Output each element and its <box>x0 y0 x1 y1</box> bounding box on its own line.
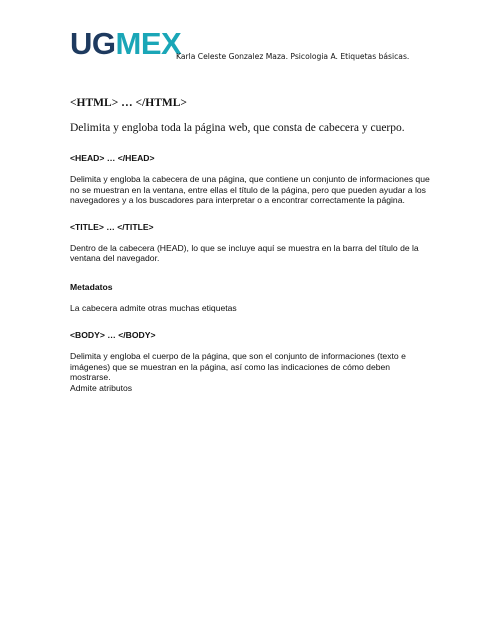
document-body <box>70 96 430 393</box>
ugmex-logo <box>70 28 181 60</box>
title-tag-description: Dentro de la cabecera (HEAD), lo que se incluye aquí se muestra en la barra del título de la ventana del navegador. <box>70 242 419 263</box>
html-tag-description: Delimita y engloba toda la página web, que consta de cabecera y cuerpo. <box>70 122 405 134</box>
head-tag-description: Delimita y engloba la cabecera de una página, que contiene un conjunto de informaciones que no se muestran en la ventana, entre ellas el título de la página, pero que pueden ayudar a los navegadores y a los buscadores para interpretar o a encontrar correctamente la página. <box>70 174 430 205</box>
metadatos-heading: Metadatos <box>70 281 113 292</box>
logo-text-mex: MEX <box>115 26 182 61</box>
title-tag-heading: <TITLE> … </TITLE> <box>70 221 154 232</box>
body-tag-extra: Admite atributos <box>70 382 133 393</box>
logo-text-ug: UG <box>70 26 116 61</box>
html-tag-heading: <HTML> … </HTML> <box>70 97 187 109</box>
metadatos-description: La cabecera admite otras muchas etiquetas <box>70 302 237 313</box>
page-header <box>70 28 470 62</box>
body-tag-description: Delimita y engloba el cuerpo de la página, que son el conjunto de informaciones (texto e imágenes) que se muestran en la página, así como las indicaciones de cómo deben mostrarse. <box>70 351 406 382</box>
author-line: Karla Celeste Gonzalez Maza. Psicologia A. Etiquetas básicas. <box>176 52 410 61</box>
body-tag-heading: <BODY> … </BODY> <box>70 330 156 340</box>
head-tag-heading: <HEAD> … </HEAD> <box>70 153 155 163</box>
